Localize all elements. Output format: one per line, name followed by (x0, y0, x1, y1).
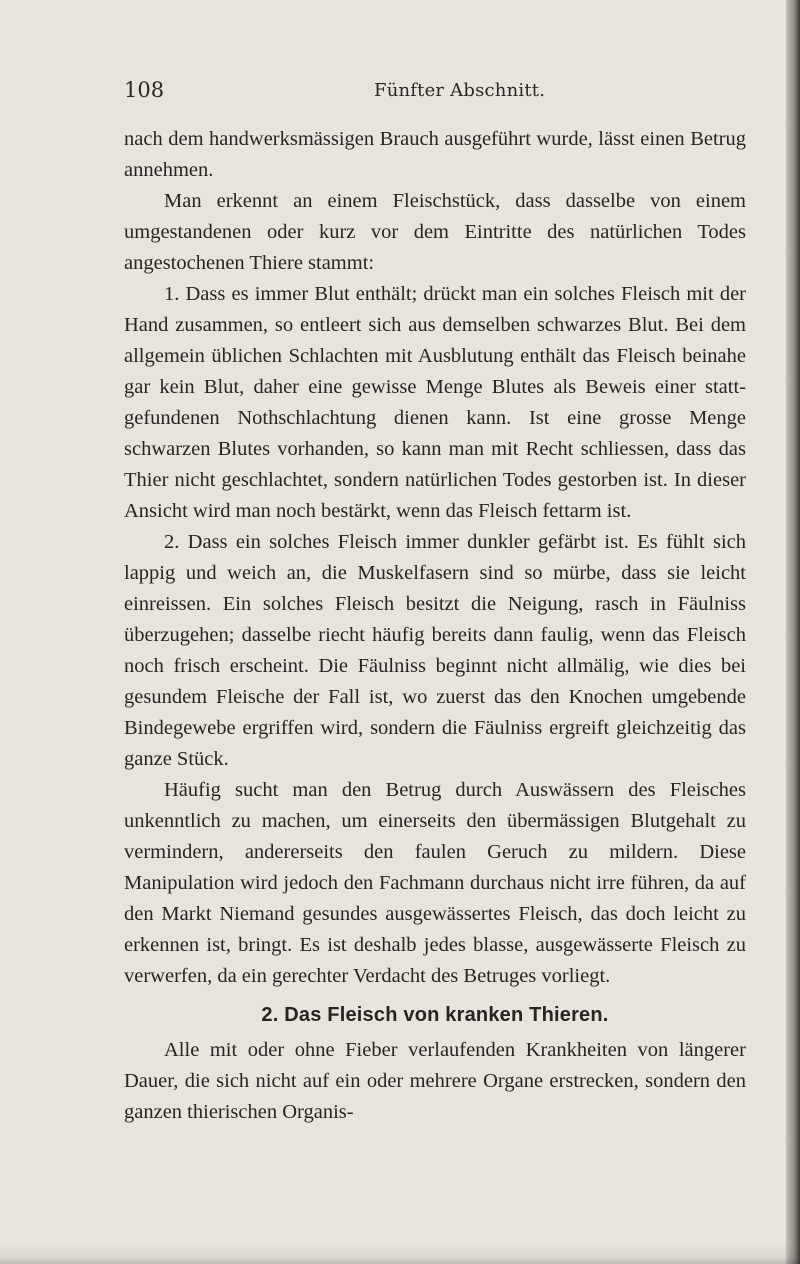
body-text (124, 124, 746, 1128)
paragraph-continued: nach dem handwerksmässigen Brauch ausgeführt wurde, lässt einen Betrug annehmen. (124, 128, 746, 181)
page-bottom-shadow (0, 1242, 800, 1264)
page-number: 108 (124, 78, 165, 102)
section-heading: 2. Das Fleisch von kranken Thieren. (261, 1004, 609, 1026)
paragraph-auswaessern: Häufig sucht man den Betrug durch Auswässern des Fleisches unkenntlich zu machen, um einerseits den übermässigen Blutgehalt zu vermindern, andererseits den faulen Geruch zu mildern. Diese Manipulation wird jedoch den Fachmann durchaus nicht irre führen, da auf den Markt Niemand gesundes ausgewässertes Fleisch, das doch leicht zu erkennen ist, bringt. Es ist deshalb jedes blasse, ausgewässerte Fleisch zu verwerfen, da ein gerechter Verdacht des Betruges vorliegt. (124, 779, 746, 987)
paragraph-point-2: 2. Dass ein solches Fleisch immer dunkler gefärbt ist. Es fühlt sich lappig und weich an, die Muskelfasern sind so mürbe, dass sie leicht einreissen. Ein solches Fleisch besitzt die Neigung, rasch in Fäulniss überzugehen; dasselbe riecht häufig bereits dann faulig, wenn das Fleisch noch frisch erscheint. Die Fäulniss beginnt nicht allmälig, wie dies bei gesundem Fleische der Fall ist, wo zuerst das den Knochen umgebende Bindegewebe ergriffen wird, sondern die Fäulniss ergreift gleichzeitig das ganze Stück. (124, 531, 746, 770)
section-title: Fünfter Abschnitt. (374, 80, 546, 101)
paragraph-point-1: 1. Dass es immer Blut enthält; drückt man ein solches Fleisch mit der Hand zusammen, so entleert sich aus demselben schwarzes Blut. Bei dem allgemein üblichen Schlachten mit Ausblutung enthält das Fleisch beinahe gar kein Blut, daher eine gewisse Menge Blutes als Beweis einer stattgefundenen Nothschlachtung dienen kann. Ist eine grosse Menge schwarzen Blutes vorhanden, so kann man mit Recht schliessen, dass das Thier nicht geschlachtet, sondern natürlichen Todes gestorben ist. In dieser Ansicht wird man noch bestärkt, wenn das Fleisch fettarm ist. (124, 283, 746, 522)
page-edge-shadow (786, 0, 800, 1264)
paragraph-kranke-thiere: Alle mit oder ohne Fieber verlaufenden Krankheiten von längerer Dauer, die sich nicht auf ein oder mehrere Organe erstrecken, sondern den ganzen thierischen Organis- (124, 1039, 746, 1123)
running-head (124, 78, 744, 108)
paragraph-intro: Man erkennt an einem Fleischstück, dass dasselbe von einem umgestandenen oder kurz vor dem Eintritte des natürlichen Todes angestochenen Thiere stammt: (124, 190, 746, 274)
